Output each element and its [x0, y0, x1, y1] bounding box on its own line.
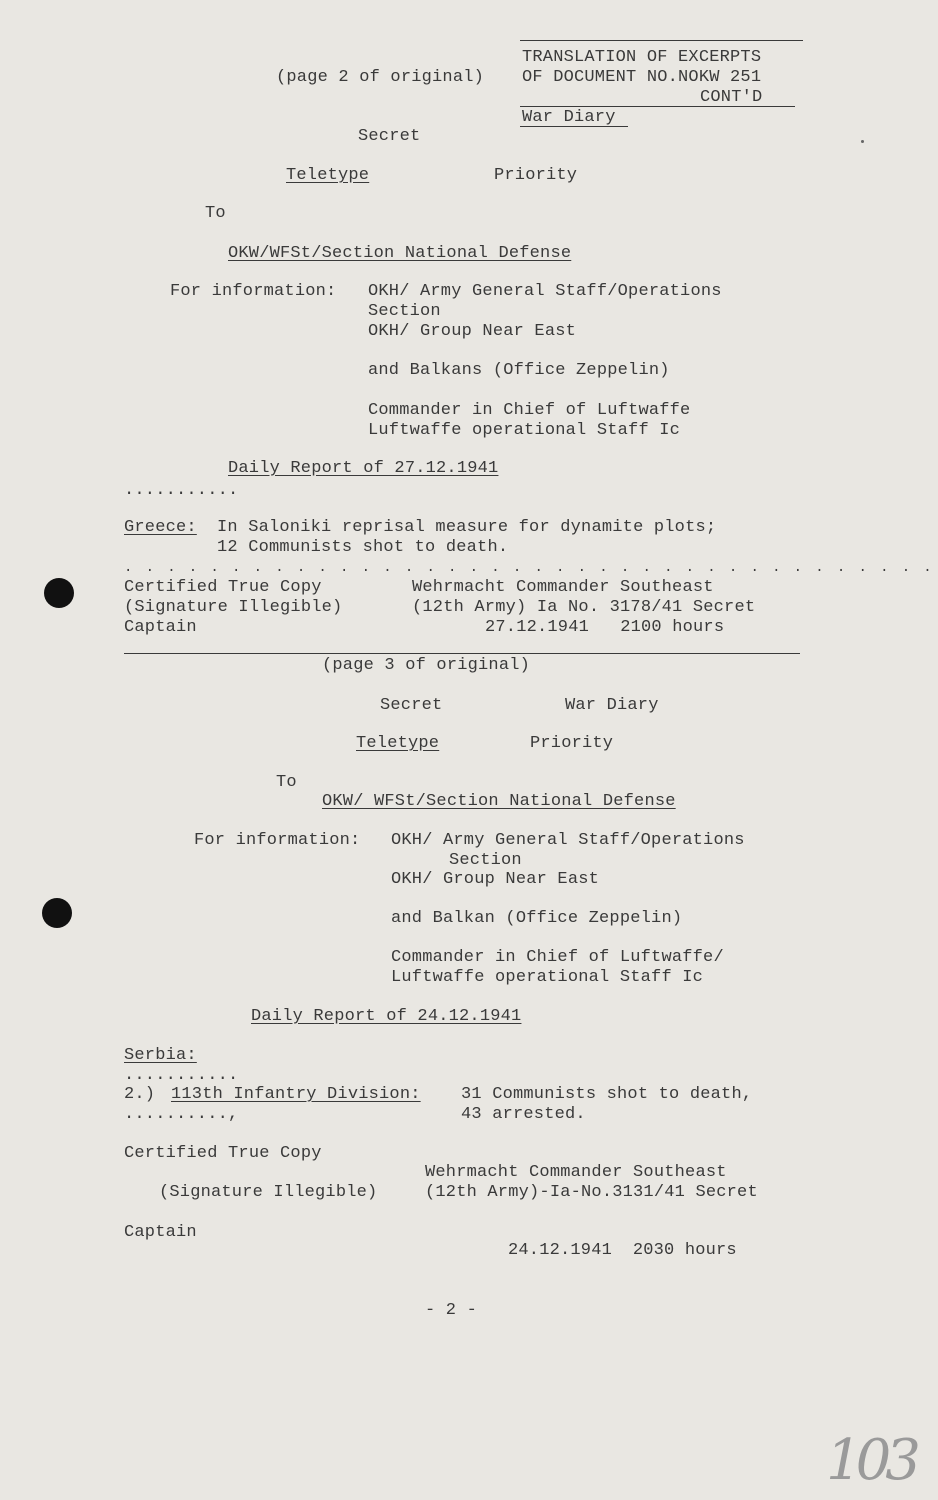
commander-line: 27.12.1941 2100 hours [485, 618, 725, 637]
war-diary-rule [520, 126, 628, 127]
translation-title-line2: OF DOCUMENT NO.NOKW 251 [522, 68, 762, 87]
info-line: Section [368, 302, 441, 321]
report-text: 31 Communists shot to death, [461, 1085, 753, 1104]
header-top-rule [520, 40, 803, 41]
info-line: OKH/ Group Near East [368, 322, 577, 341]
priority-label: Priority [494, 166, 578, 185]
page-reference: (page 3 of original) [322, 656, 531, 675]
unit-label: 113th Infantry Division: [171, 1085, 421, 1104]
info-line: Luftwaffe operational Staff Ic [368, 421, 681, 440]
commander-line: Wehrmacht Commander Southeast [412, 578, 714, 597]
teletype-label: Teletype [286, 166, 370, 185]
speck-mark [861, 140, 864, 143]
priority-label: Priority [530, 734, 614, 753]
punch-hole-bottom [42, 898, 72, 928]
captain-label: Captain [124, 618, 197, 637]
info-line: Luftwaffe operational Staff Ic [391, 968, 704, 987]
info-line: Commander in Chief of Luftwaffe [368, 401, 691, 420]
recipient: OKW/WFSt/Section National Defense [228, 244, 572, 263]
translation-title-line1: TRANSLATION OF EXCERPTS [522, 48, 762, 67]
info-line: and Balkan (Office Zeppelin) [391, 909, 683, 928]
page-reference: (page 2 of original) [276, 68, 485, 87]
page-number: - 2 - [425, 1301, 478, 1320]
recipient: OKW/ WFSt/Section National Defense [322, 792, 676, 811]
ellipsis-row: ........... [124, 1066, 239, 1085]
war-diary-label: War Diary [522, 108, 616, 127]
commander-line: (12th Army)-Ia-No.3131/41 Secret [425, 1183, 758, 1202]
signature: (Signature Illegible) [159, 1183, 378, 1202]
report-text: In Saloniki reprisal measure for dynamite plots; [217, 518, 717, 537]
for-information-label: For information: [194, 831, 361, 850]
handwritten-page-number: 103 [826, 1428, 915, 1493]
report-text: 43 arrested. [461, 1105, 586, 1124]
ellipsis-row: . . . . . . . . . . . . . . . . . . . . . . . . . . . . . . . . . . . . . . [124, 560, 935, 576]
to-label: To [276, 773, 297, 792]
section-divider [124, 653, 800, 654]
daily-report-title: Daily Report of 27.12.1941 [228, 459, 499, 478]
info-line: Commander in Chief of Luftwaffe/ [391, 948, 724, 967]
secret-label: Secret [358, 127, 421, 146]
country-label: Greece: [124, 518, 197, 537]
commander-line: Wehrmacht Commander Southeast [425, 1163, 727, 1182]
commander-line: (12th Army) Ia No. 3178/41 Secret [412, 598, 756, 617]
commander-line: 24.12.1941 2030 hours [508, 1241, 737, 1260]
punch-hole-top [44, 578, 74, 608]
info-line: Section [449, 851, 522, 870]
to-label: To [205, 204, 226, 223]
item-number: 2.) [124, 1085, 156, 1104]
for-information-label: For information: [170, 282, 337, 301]
teletype-label: Teletype [356, 734, 440, 753]
daily-report-title: Daily Report of 24.12.1941 [251, 1007, 522, 1026]
secret-label: Secret [380, 696, 443, 715]
certified-copy: Certified True Copy [124, 578, 322, 597]
translation-title-line3: CONT'D [700, 88, 763, 107]
captain-label: Captain [124, 1223, 197, 1242]
info-line: OKH/ Army General Staff/Operations [368, 282, 722, 301]
info-line: and Balkans (Office Zeppelin) [368, 361, 670, 380]
country-label: Serbia: [124, 1046, 197, 1065]
war-diary-label: War Diary [565, 696, 659, 715]
certified-copy: Certified True Copy [124, 1144, 322, 1163]
info-line: OKH/ Group Near East [391, 870, 600, 889]
signature: (Signature Illegible) [124, 598, 343, 617]
header-bottom-rule [520, 106, 795, 107]
ellipsis-row: .........., [124, 1105, 239, 1124]
info-line: OKH/ Army General Staff/Operations [391, 831, 745, 850]
report-text: 12 Communists shot to death. [217, 538, 509, 557]
ellipsis-row: ........... [124, 481, 239, 500]
